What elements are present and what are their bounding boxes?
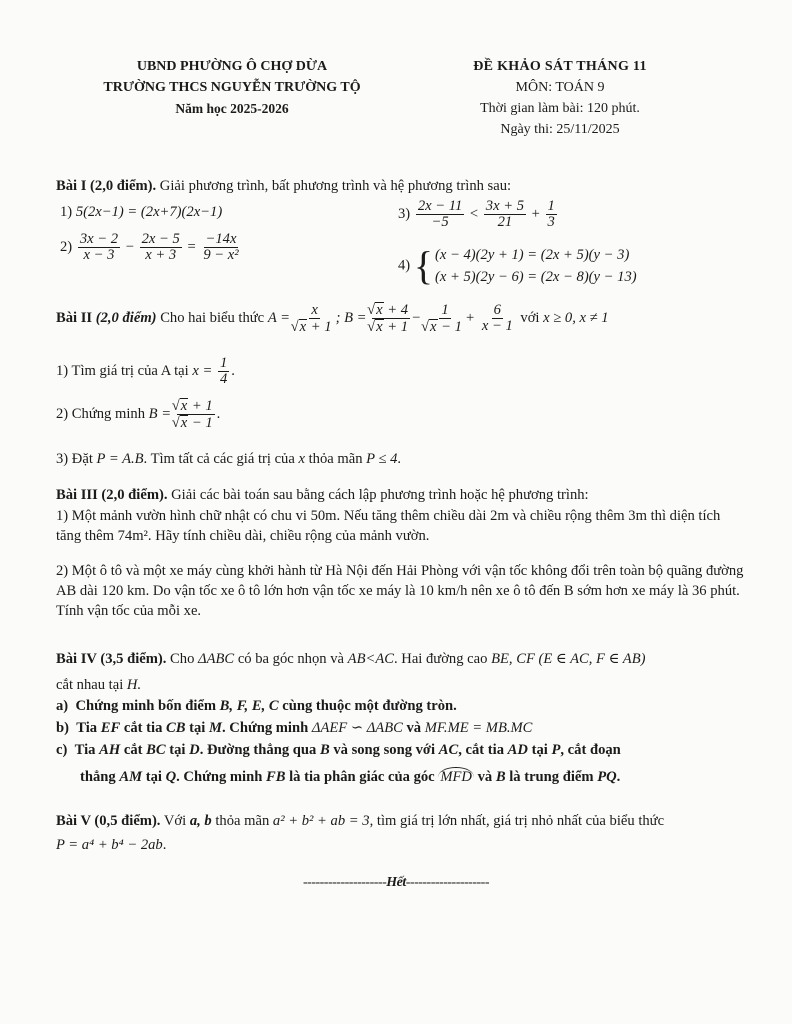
bai5-text3: , tìm giá trị lớn nhất, giá trị nhỏ nhất của biểu thức bbox=[369, 813, 665, 829]
bai1-p4-eq1: (x − 4)(2y + 1) = (2x + 5)(y − 3) bbox=[435, 247, 630, 263]
sqrt: √ x bbox=[299, 319, 308, 335]
frac-num: 2x − 11 bbox=[417, 198, 463, 214]
frac-num bbox=[177, 398, 215, 415]
bai2-title: Bài II bbox=[56, 309, 93, 326]
bai1-p3-frac1 bbox=[416, 199, 464, 230]
bai4-title: Bài IV (3,5 điểm). bbox=[56, 651, 167, 667]
part-c2-text3: . Chứng minh bbox=[176, 769, 266, 785]
frac-den bbox=[372, 319, 410, 335]
part-b-and: và bbox=[402, 720, 425, 736]
bai1-problem-3: 3) $\frac{2x - 11}{-5}$ < $\frac{3x + 5}{21}$ + $\frac{1}{3}$ bbox=[398, 198, 555, 230]
ward-name: UBND PHƯỜNG Ô CHỢ DỪA bbox=[136, 59, 328, 74]
exam-title: ĐỀ KHẢO SÁT THÁNG 11 bbox=[473, 59, 647, 74]
bai5-ab: a, b bbox=[189, 813, 212, 829]
bai5-title: Bài V (0,5 điểm). bbox=[56, 813, 161, 829]
bai4-part-c-cont bbox=[80, 767, 750, 787]
part-c-text3: tại bbox=[165, 742, 190, 758]
part-c-text7: tại bbox=[527, 742, 552, 758]
bai4-intro1: Cho bbox=[166, 651, 199, 667]
bai3-intro: Giải các bài toán sau bằng cách lập phương trình hoặc hệ phương trình: bbox=[167, 487, 589, 503]
frac-den: 3 bbox=[547, 214, 555, 230]
bai1-intro: Giải phương trình, bất phương trình và hệ phương trình sau: bbox=[156, 178, 512, 194]
den-tail: − 1 bbox=[437, 318, 462, 335]
part-c-ac: AC bbox=[438, 742, 459, 758]
bai3-title: Bài III (2,0 điểm). bbox=[56, 487, 168, 503]
part-c-bc: BC bbox=[146, 742, 166, 758]
bai4-triangle: ΔABC bbox=[198, 651, 235, 667]
bai2-points: (2,0 điểm) bbox=[92, 309, 157, 326]
frac-num: 1 bbox=[219, 355, 228, 371]
q3-end: . bbox=[397, 451, 402, 467]
part-c2-text5: và bbox=[473, 769, 496, 785]
bai1-problem-2: 2) $\frac{3x - 2}{x - 3}$ − $\frac{2x - 5}{x + 3}$ = $\frac{-14x}{\text{9 − x²}}$ bbox=[60, 231, 239, 263]
part-b-text2: cắt tia bbox=[120, 720, 167, 736]
part-a-points: B, F, E, C bbox=[219, 698, 279, 714]
part-b-label: b) bbox=[56, 720, 69, 736]
frac-den bbox=[426, 319, 464, 335]
q3-p: P = A.B bbox=[96, 451, 144, 467]
part-b-similar: ΔAEF ∽ ΔABC bbox=[311, 720, 403, 736]
part-b-equation: MF.ME = MB.MC bbox=[424, 720, 533, 736]
sqrt: √ x bbox=[375, 319, 384, 335]
frac-num: 1 bbox=[441, 301, 449, 318]
frac-num: −14x bbox=[205, 231, 237, 247]
bai5-heading bbox=[56, 812, 746, 831]
part-c-p: P bbox=[551, 742, 561, 758]
bai4-ineq: AB<AC bbox=[347, 651, 394, 667]
part-b-text1: Tia bbox=[76, 720, 101, 736]
bai5-text1: Với bbox=[160, 813, 190, 829]
bai4-heading bbox=[56, 650, 746, 669]
sqrt: √ x bbox=[180, 398, 189, 414]
part-a-text2: cùng thuộc một đường tròn. bbox=[278, 698, 457, 714]
part-c-text5: và song song với bbox=[329, 742, 439, 758]
part-b-text3: tại bbox=[185, 720, 210, 736]
q1-x: x = bbox=[192, 362, 213, 379]
exam-duration: Thời gian làm bài: 120 phút. bbox=[480, 101, 640, 116]
bai4-heading-cont bbox=[56, 676, 746, 695]
num-tail: + 4 bbox=[383, 302, 409, 318]
bai1-p2-frac2 bbox=[140, 232, 182, 263]
q3-text1: 3) Đặt bbox=[56, 451, 97, 467]
bai1-p2-label: 2) bbox=[60, 238, 73, 255]
part-c-d: D bbox=[189, 742, 200, 758]
bai1-p4-label: 4) bbox=[398, 257, 411, 274]
expr-b-frac2 bbox=[426, 303, 464, 335]
part-b-m: M bbox=[209, 720, 222, 736]
frac-den bbox=[296, 319, 334, 335]
bai2-q3 bbox=[56, 450, 746, 469]
school-year: Năm học 2025-2026 bbox=[175, 101, 289, 116]
frac-num: 2x − 5 bbox=[141, 231, 180, 247]
bai1-p3-frac3 bbox=[546, 199, 557, 230]
part-c-text4: . Đường thẳng qua bbox=[199, 742, 320, 758]
q2-text: 2) Chứng minh bbox=[56, 405, 149, 422]
part-c-text1: Tia bbox=[74, 742, 100, 758]
frac-num bbox=[372, 302, 410, 319]
bai2-q2 bbox=[56, 398, 746, 431]
sqrt: √ x bbox=[375, 302, 384, 318]
exam-date: Ngày thi: 25/11/2025 bbox=[500, 122, 620, 137]
part-c-ad: AD bbox=[507, 742, 528, 758]
part-c-ah: AH bbox=[99, 742, 121, 758]
frac-den: x − 3 bbox=[83, 247, 115, 263]
expr-b-lhs: ; B = bbox=[335, 309, 367, 326]
sqrt: √ x bbox=[429, 319, 438, 335]
bai3-heading bbox=[56, 486, 746, 505]
frac-num: x bbox=[311, 301, 318, 318]
q3-cond: P ≤ 4 bbox=[366, 451, 398, 467]
bai4-part-b bbox=[56, 719, 746, 738]
part-c2-text1: thẳng bbox=[80, 769, 120, 785]
bai1-problem-4 bbox=[398, 244, 637, 288]
bai4-intro2: có ba góc nhọn và bbox=[234, 651, 348, 667]
q2-frac bbox=[177, 398, 215, 431]
part-c-b: B bbox=[319, 742, 330, 758]
bai1-p2-frac1 bbox=[78, 232, 120, 263]
part-c2-am: AM bbox=[119, 769, 143, 785]
bai2-heading: Bài II (2,0 điểm) Cho hai biểu thức A = x √ x + 1 ; B = √ x + 4 √ x + 1 − 1 √ x − 1 + $\frac{6}{x - 1}$ với x ≥ 0, x ≠ 1 bbox=[56, 302, 746, 335]
exam-header bbox=[410, 56, 710, 140]
bai4-intro3: . Hai đường cao bbox=[393, 651, 492, 667]
bai1-heading bbox=[56, 177, 746, 196]
den-tail: + 1 bbox=[307, 318, 332, 335]
part-c2-angle: MFD bbox=[440, 769, 472, 785]
q1-text: 1) Tìm giá trị của A tại bbox=[56, 362, 193, 379]
frac-den bbox=[177, 415, 215, 431]
q2-b: B = bbox=[148, 405, 172, 422]
expr-b-frac1 bbox=[372, 302, 410, 335]
frac-den: x + 3 bbox=[145, 247, 177, 263]
frac-den: 21 bbox=[497, 214, 513, 230]
part-c2-text4: là tia phân giác của góc bbox=[285, 769, 439, 785]
bai5-expr-line bbox=[56, 836, 746, 855]
dashes-right: -------------------- bbox=[405, 875, 489, 890]
bai3-problem-2: 2) Một ô tô và một xe máy cùng khởi hành từ Hà Nội đến Hải Phòng với vận tốc không đổi trên toàn bộ quãng đường AB dài 120 km. Do vận tốc xe ô tô lớn hơn vận tốc xe máy là 10 km/h nên xe ô tô đến B sớm hơn xe máy là 36 phút. Tính vận tốc của mỗi xe. bbox=[56, 563, 744, 619]
frac-den: 9 − x² bbox=[203, 247, 239, 263]
bai5-expression: P = a⁴ + b⁴ − 2ab bbox=[56, 837, 163, 853]
q1-frac bbox=[218, 356, 229, 387]
q1-end: . bbox=[231, 362, 235, 379]
bai1-title: Bài I (2,0 điểm). bbox=[56, 178, 157, 194]
part-c2-q: Q bbox=[165, 769, 177, 785]
den-tail: − 1 bbox=[188, 415, 213, 431]
bai5-condition: a² + b² + ab = 3 bbox=[272, 813, 370, 829]
bai4-h: H. bbox=[126, 677, 142, 693]
exam-subject: MÔN: TOÁN 9 bbox=[515, 80, 605, 95]
bai1-p3-frac2 bbox=[484, 199, 526, 230]
end-text: Hết bbox=[386, 875, 406, 890]
part-c2-fb: FB bbox=[266, 769, 286, 785]
q3-text2: . Tìm tất cả các giá trị của bbox=[143, 451, 299, 467]
part-c2-end: . bbox=[616, 769, 621, 785]
bai4-altitudes: BE, CF (E ∈ AC, F ∈ AB) bbox=[491, 651, 646, 667]
frac-num: 3x − 2 bbox=[79, 231, 119, 247]
expr-b-frac3 bbox=[480, 303, 515, 334]
q3-text3: thỏa mãn bbox=[304, 451, 367, 467]
part-c2-text2: tại bbox=[142, 769, 166, 785]
sqrt: √ x bbox=[180, 415, 189, 431]
bai2-q1 bbox=[56, 356, 746, 387]
part-c2-pq: PQ bbox=[597, 769, 617, 785]
frac-num: 3x + 5 bbox=[485, 198, 525, 214]
school-name: TRƯỜNG THCS NGUYỄN TRƯỜNG TỘ bbox=[103, 80, 361, 95]
expr-a-frac bbox=[296, 303, 334, 335]
end-marker bbox=[0, 874, 792, 892]
bai4-part-a bbox=[56, 697, 746, 716]
bai3-problem-1: 1) Một mảnh vườn hình chữ nhật có chu vi 50m. Nếu tăng thêm chiều dài 2m và chiều rộng thêm 3m thì diện tích tăng thêm 74m². Hãy tính chiều dài, chiều rộng của mảnh vườn. bbox=[56, 508, 721, 544]
bai1-problem-1 bbox=[60, 203, 222, 222]
frac-num: 1 bbox=[547, 198, 555, 214]
bai4-part-c bbox=[56, 741, 746, 760]
frac-den: x − 1 bbox=[481, 318, 513, 334]
expr-a-lhs: A = bbox=[267, 309, 290, 326]
part-b-ef: EF bbox=[100, 720, 121, 736]
bai2-intro: Cho hai biểu thức bbox=[156, 309, 268, 326]
bai1-p1-label: 1) bbox=[60, 204, 73, 220]
den-tail: + 1 bbox=[383, 319, 409, 335]
part-c-text8: , cắt đoạn bbox=[560, 742, 621, 758]
part-a-label: a) bbox=[56, 698, 69, 714]
school-header bbox=[62, 56, 402, 119]
part-a-text1: Chứng minh bốn điểm bbox=[75, 698, 220, 714]
num-tail: + 1 bbox=[188, 398, 213, 414]
q2-end: . bbox=[216, 405, 221, 422]
part-c-text2: cắt bbox=[120, 742, 147, 758]
bai1-p4-eq2: (x + 5)(2y − 6) = (2x − 8)(y − 13) bbox=[435, 269, 637, 285]
bai1-p3-label: 3) bbox=[398, 205, 411, 222]
bai4-intro4: cắt nhau tại bbox=[56, 677, 127, 693]
part-c2-text6: là trung điểm bbox=[505, 769, 598, 785]
bai5-text2: thỏa mãn bbox=[211, 813, 273, 829]
system-brace: { bbox=[413, 243, 434, 288]
bai1-p2-frac3 bbox=[201, 232, 240, 263]
part-c2-b: B bbox=[495, 769, 506, 785]
bai2-condition: x ≥ 0, x ≠ 1 bbox=[543, 309, 609, 326]
frac-num: 6 bbox=[493, 302, 501, 318]
dashes-left: -------------------- bbox=[303, 875, 387, 890]
frac-den: 4 bbox=[219, 371, 228, 387]
part-c-label: c) bbox=[56, 742, 68, 758]
cond-word: với bbox=[516, 309, 544, 326]
bai1-p4-system bbox=[414, 244, 637, 288]
q3-x: x bbox=[298, 451, 305, 467]
part-b-text4: . Chứng minh bbox=[222, 720, 312, 736]
bai1-p1-expr: 5(2x−1) = (2x+7)(2x−1) bbox=[75, 204, 223, 220]
bai5-end: . bbox=[162, 837, 167, 853]
part-c-text6: , cắt tia bbox=[458, 742, 508, 758]
frac-den: −5 bbox=[431, 214, 449, 230]
part-b-cb: CB bbox=[166, 720, 186, 736]
